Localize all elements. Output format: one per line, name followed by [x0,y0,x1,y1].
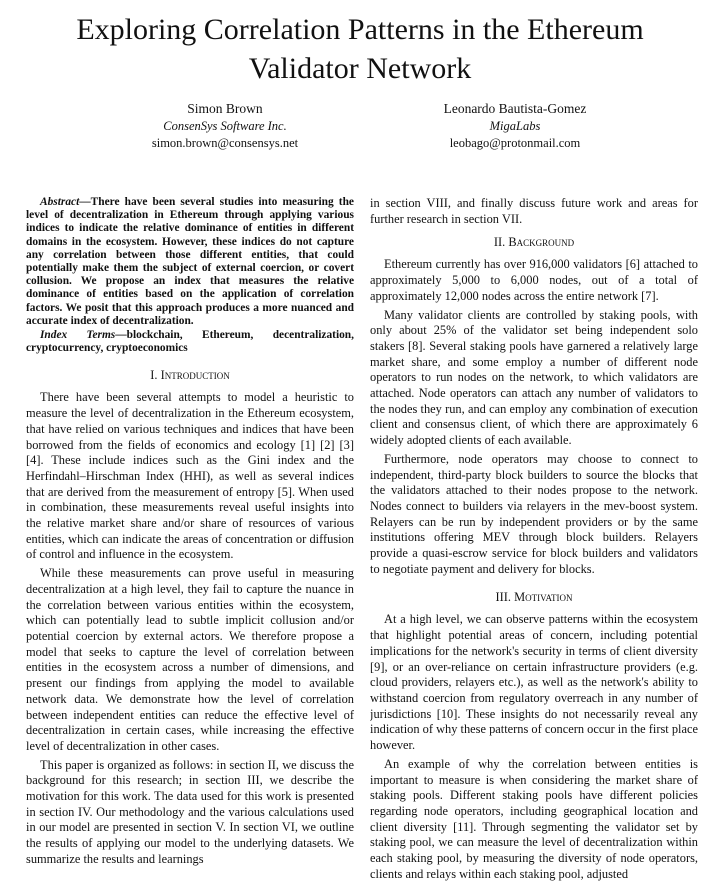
paragraph: While these measurements can prove useful in measuring decentralization at a high level, they fail to capture the nuance in the correlation between various entities within the ecosystem, which can potentially lead to subtle implicit collusion and/or potential coercion by external actors. We therefore propose a model that seeks to capture the level of correlation between entities in the ecosystem across a number of dimensions, and present our findings from applying the model to available network data. We demonstrate how the level of correlation between independent entities can reduce the effective level of decentralization in certain cases, while increasing the effective level of decentralization in other cases. [26,566,354,753]
author-name: Simon Brown [187,101,263,116]
author-affiliation: ConsenSys Software Inc. [163,119,287,133]
author-name: Leonardo Bautista-Gomez [443,101,587,116]
index-terms [26,329,354,355]
author-email[interactable]: leobago@protonmail.com [449,136,581,150]
paragraph: At a high level, we can observe patterns within the ecosystem that highlight potential areas of concern, including potential implications for the network's security in terms of client diversity [9], or an over-reliance on certain infrastructure providers (e.g. cloud providers, relayers etc.), as well as the network's ability to withstand coercion from regulatory overreach in any number of jurisdictions [10]. These insights do not necessarily reveal any indication of why these patterns of concern occur in the first place however. [370,612,698,753]
paragraph: Furthermore, node operators may choose to connect to independent, third-party block builders to source the blocks that the validators attached to their nodes propose to the network. Nodes connect to builders via relayers in the mev-boost system. Relayers can be run by independent providers or by the same institutions offering MEV through block builders. Relayers provide a quasi-escrow service for block builders and validators to negotiate payment and delivery for blocks. [370,451,698,576]
author-email[interactable]: simon.brown@consensys.net [151,136,299,150]
index-terms-text: —blockchain, Ethereum, decentralization, cryptocurrency, cryptoeconomics [26,329,354,355]
left-column [26,196,354,890]
right-column [370,196,698,890]
paragraph: There have been several attempts to model a heuristic to measure the level of decentralization in the Ethereum ecosystem, that have relied on various techniques and indices that have been borrowed from the fields of economics and ecology [1] [2] [3] [4]. These include indices such as the Gini index and the Herfindahl–Hirschman Index (HHI), as well as several indices that are derived from the measurement of entropy [5]. When used in combination, these measurements reveal useful insights into the relative market share and/or share of resources of various entities, which can indicate the areas of concentration or diffusion of control and influence in the ecosystem. [26,390,354,562]
paragraph-continued: in section VIII, and finally discuss future work and areas for further research in section VII. [370,196,698,226]
paragraph: Ethereum currently has over 916,000 validators [6] attached to approximately 5,000 to 6,000 nodes, out of a total of approximately 12,000 nodes across the entire network [7]. [370,257,698,303]
author-block-2 [365,100,665,152]
section-heading-background: II. Background [493,235,575,250]
index-terms-label: Index Terms [40,329,116,342]
paper-title: Exploring Correlation Patterns in the Ethereum Validator Network [76,13,644,85]
paragraph: An example of why the correlation between entities is important to measure is when considering the market share of staking pools. Different staking pools have different policies regarding node operators, including geographical location and client diversity [11]. Through segmenting the validator set by staking pool, we can measure the level of decentralization within each staking pool, by measuring the diversity of node operators, clients and relays within each staking pool, adjusted [370,756,698,881]
abstract-label: Abstract [40,196,80,208]
author-block-1 [75,100,375,152]
paragraph: Many validator clients are controlled by staking pools, with only about 25% of the validator set being independent solo stakers [8]. Several staking pools have garnered a relatively large market share, and some employ a number of different node operators to run nodes on the network, to which validators are attached. Node operators can attach any number of validators to the nodes they run, and can employ any combination of execution client and consensus client, of which there are approximately 6 widely adopted clients of each available. [370,307,698,448]
abstract-text: —There have been several studies into measuring the level of decentralization in Ethereum through applying various indices to indicate the relative dominance of entities in different domains in the ecosystem. However, these indices do not capture any correlation between those different entities, that could potentially make them the subject of external coercion, or covert collusion. We propose an index that measures the relative dominance of entities based on the application of correlation factors. We posit that this approach produces a more nuanced and accurate index of decentralization. [26,196,354,327]
paragraph: This paper is organized as follows: in section II, we discuss the background for this research; in section III, we describe the motivation for this work. The data used for this work is presented in section IV. Our methodology and the various calculations used in our model are presented in section V. In section VI, we outline the results of applying our model to the underlying datasets. We summarize the results and learnings [26,757,354,866]
abstract [26,196,354,328]
section-heading-introduction: I. Introduction [150,368,230,383]
author-affiliation: MigaLabs [489,119,541,133]
section-heading-motivation: III. Motivation [495,590,573,605]
